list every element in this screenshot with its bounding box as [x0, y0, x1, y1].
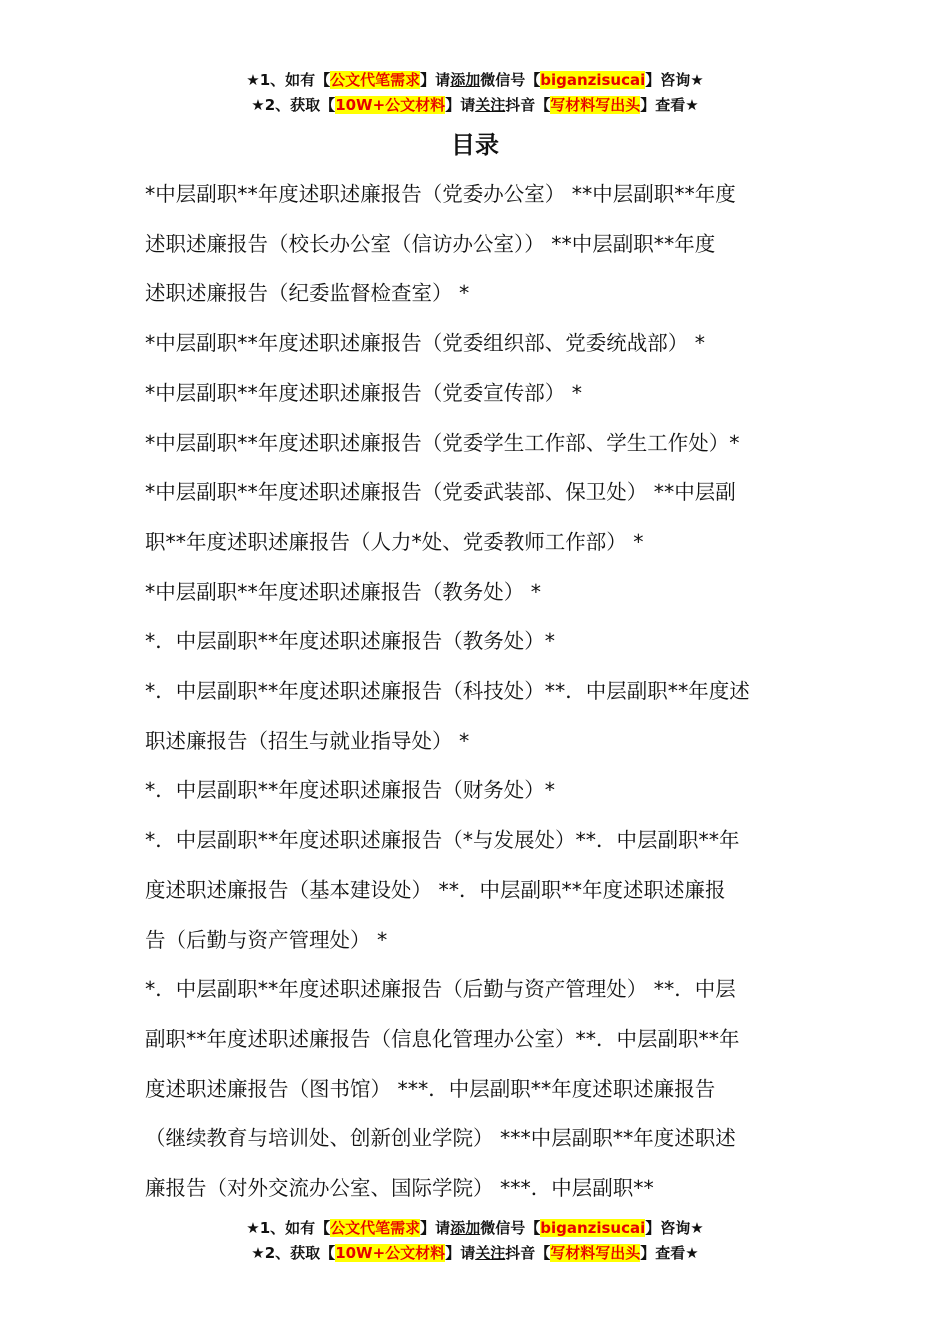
toc-line: 述职述廉报告（校长办公室（信访办公室）） **中层副职**年度 — [145, 231, 716, 256]
toc-line: 度述职述廉报告（图书馆） ***．中层副职**年度述职述廉报告 — [145, 1076, 716, 1101]
banner-text: 】请 — [420, 1219, 451, 1237]
toc-line: 副职**年度述职述廉报告（信息化管理办公室）**．中层副职**年 — [145, 1026, 740, 1051]
banner-highlight: biganzisucai — [540, 71, 646, 89]
banner-underline: 添加 — [450, 71, 481, 89]
banner-text: 】请 — [445, 96, 476, 114]
banner-line-2 — [0, 1241, 950, 1266]
toc-line: *中层副职**年度述职述廉报告（党委办公室） **中层副职**年度 — [145, 182, 736, 206]
toc-line: *中层副职**年度述职述廉报告（党委组织部、党委统战部） * — [145, 331, 706, 356]
toc-line: *．中层副职**年度述职述廉报告（后勤与资产管理处） **．中层 — [145, 977, 736, 1002]
toc-line: *．中层副职**年度述职述廉报告（*与发展处）**．中层副职**年 — [145, 828, 740, 853]
toc-line: 告（后勤与资产管理处） * — [145, 927, 388, 952]
banner-text: 抖音【 — [505, 96, 551, 114]
banner-highlight: 写材料写出头 — [550, 96, 641, 114]
banner-text: 】请 — [420, 71, 451, 89]
banner-text: 】查看★ — [640, 1244, 699, 1262]
banner-highlight: biganzisucai — [540, 1219, 646, 1237]
toc-line: *中层副职**年度述职述廉报告（教务处） * — [145, 579, 542, 604]
table-of-contents — [145, 170, 810, 1214]
banner-text: 】请 — [445, 1244, 476, 1262]
banner-underline: 关注 — [475, 1244, 506, 1262]
banner-text: 】咨询★ — [645, 1219, 704, 1237]
banner-underline: 关注 — [475, 96, 506, 114]
toc-line: *．中层副职**年度述职述廉报告（财务处）* — [145, 778, 555, 803]
banner-highlight: 写材料写出头 — [550, 1244, 641, 1262]
banner-text: 微信号【 — [480, 71, 541, 89]
banner-text: 抖音【 — [505, 1244, 551, 1262]
banner-line-2 — [0, 93, 950, 118]
banner-text: ★2、获取【 — [251, 96, 336, 114]
toc-line: 度述职述廉报告（基本建设处） **．中层副职**年度述职述廉报 — [145, 877, 726, 902]
toc-line: *．中层副职**年度述职述廉报告（教务处）* — [145, 629, 555, 654]
toc-line: 职述廉报告（招生与就业指导处） * — [145, 728, 470, 753]
banner-line-1 — [0, 68, 950, 93]
toc-line: *．中层副职**年度述职述廉报告（科技处）**．中层副职**年度述 — [145, 679, 750, 704]
banner-underline: 添加 — [450, 1219, 481, 1237]
toc-line: （继续教育与培训处、创新创业学院） ***中层副职**年度述职述 — [145, 1126, 736, 1151]
banner-text: ★2、获取【 — [251, 1244, 336, 1262]
toc-line: *中层副职**年度述职述廉报告（党委宣传部） * — [145, 380, 583, 405]
toc-line: 廉报告（对外交流办公室、国际学院） ***．中层副职** — [145, 1176, 654, 1201]
banner-highlight: 10W+公文材料 — [335, 96, 446, 114]
banner-text: 微信号【 — [480, 1219, 541, 1237]
banner-text: ★1、如有【 — [246, 1219, 331, 1237]
toc-line: 述职述廉报告（纪委监督检查室） * — [145, 281, 470, 306]
banner-highlight: 10W+公文材料 — [335, 1244, 446, 1262]
banner-text: ★1、如有【 — [246, 71, 331, 89]
banner-text: 】咨询★ — [645, 71, 704, 89]
toc-line: *中层副职**年度述职述廉报告（党委学生工作部、学生工作处）* — [145, 430, 740, 455]
header-banner — [0, 68, 950, 118]
banner-line-1 — [0, 1216, 950, 1241]
footer-banner — [0, 1216, 950, 1266]
banner-highlight: 公文代笔需求 — [330, 1219, 421, 1237]
banner-text: 】查看★ — [640, 96, 699, 114]
toc-line: 职**年度述职述廉报告（人力*处、党委教师工作部） * — [145, 529, 644, 554]
toc-line: *中层副职**年度述职述廉报告（党委武装部、保卫处） **中层副 — [145, 480, 736, 505]
page-title: 目录 — [451, 131, 499, 159]
banner-highlight: 公文代笔需求 — [330, 71, 421, 89]
